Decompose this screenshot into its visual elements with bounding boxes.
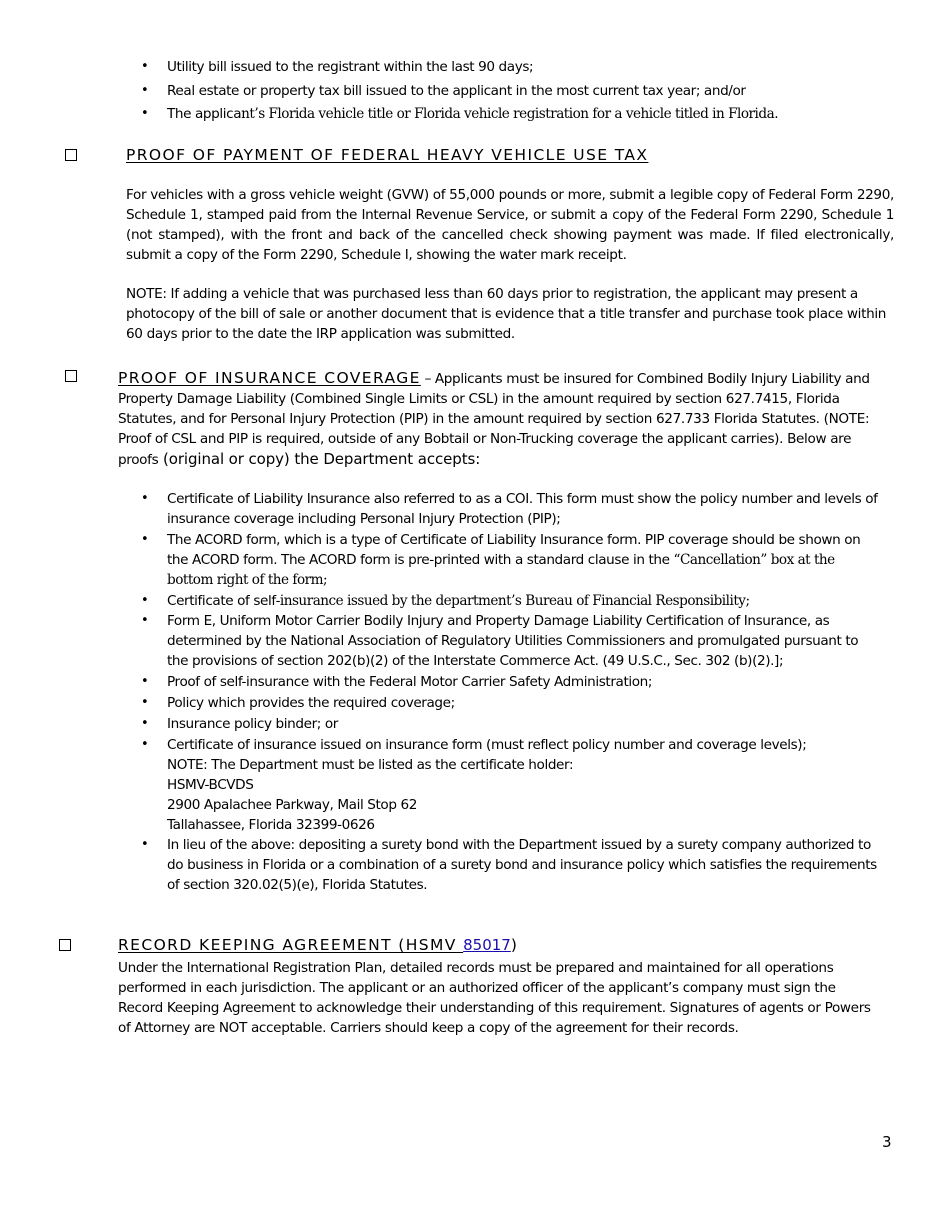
hsmv-85017-form-link[interactable]: 85017 xyxy=(463,936,511,954)
page-number: 3 xyxy=(882,1133,892,1151)
record-keeping-checkbox[interactable] xyxy=(59,939,71,951)
list-item: • Certificate of self-insurance issued by the department’s Bureau of Financial Responsibility; xyxy=(140,591,880,611)
certificate-holder-name: HSMV-BCVDS xyxy=(167,776,254,793)
record-keeping-heading: RECORD KEEPING AGREEMENT (HSMV 85017) xyxy=(118,936,517,954)
insurance-section-intro: PROOF OF INSURANCE COVERAGE – Applicants must be insured for Combined Bodily Injury Liability and Property Damage Liability (Combined Single Limits or CSL) in the amount required by section 627.7415, Florida Statutes, and for Personal Injury Protection (PIP) in the amount required by section 627.733 Florida Statutes. (NOTE: Proof of CSL and PIP is required, outside of any Bobtail or Non-Trucking coverage the applicant carries). Below are proofs (original or copy) the Department accepts: xyxy=(118,369,870,468)
list-item: • The applicant’s Florida vehicle title or Florida vehicle registration for a vehicle titled in Florida. xyxy=(140,104,910,124)
certificate-holder-street: 2900 Apalachee Parkway, Mail Stop 62 xyxy=(167,796,417,813)
list-item: • The ACORD form, which is a type of Certificate of Liability Insurance form. PIP coverage should be shown on the ACORD form. The ACORD form is pre-printed with a standard clause in the “Cancellation” box at the bottom right of the form; xyxy=(140,530,880,590)
list-item: • Real estate or property tax bill issued to the applicant in the most current tax year; and/or xyxy=(140,81,910,101)
hvut-heading: PROOF OF PAYMENT OF FEDERAL HEAVY VEHICLE USE TAX xyxy=(126,146,649,164)
record-keeping-paragraph: Under the International Registration Plan, detailed records must be prepared and maintained for all operations performed in each jurisdiction. The applicant or an authorized officer of the applicant’s company must sign the Record Keeping Agreement to acknowledge their understanding of this requirement. Signatures of agents or Powers of Attorney are NOT acceptable. Carriers should keep a copy of the agreement for their records. xyxy=(118,960,871,1036)
insurance-proof-list xyxy=(140,489,880,896)
list-item: • Proof of self-insurance with the Federal Motor Carrier Safety Administration; xyxy=(140,672,880,692)
list-item: • Utility bill issued to the registrant within the last 90 days; xyxy=(140,57,910,77)
certificate-holder-city: Tallahassee, Florida 32399-0626 xyxy=(167,816,375,833)
list-item: • In lieu of the above: depositing a surety bond with the Department issued by a surety company authorized to do business in Florida or a combination of a surety bond and insurance policy which satisfies the requirements of section 320.02(5)(e), Florida Statutes. xyxy=(140,835,880,895)
insurance-heading: PROOF OF INSURANCE COVERAGE xyxy=(118,369,421,387)
list-item: • Insurance policy binder; or xyxy=(140,714,880,734)
hvut-checkbox[interactable] xyxy=(65,149,77,161)
list-item: • Policy which provides the required coverage; xyxy=(140,693,880,713)
list-item: • Certificate of insurance issued on insurance form (must reflect policy number and coverage levels); NOTE: The Department must be listed as the certificate holder: HSMV-BCVDS 2900 Apalachee Parkway, Mail Stop 62 Tallahassee, Florida 32399-0626 xyxy=(140,735,880,835)
residency-proof-list xyxy=(140,57,910,128)
hvut-note: NOTE: If adding a vehicle that was purchased less than 60 days prior to registration, the applicant may present a photocopy of the bill of sale or another document that is evidence that a title transfer and purchase took place within 60 days prior to the date the IRP application was submitted. xyxy=(126,286,887,342)
list-item: • Certificate of Liability Insurance also referred to as a COI. This form must show the policy number and levels of insurance coverage including Personal Injury Protection (PIP); xyxy=(140,489,880,529)
hvut-paragraph: For vehicles with a gross vehicle weight (GVW) of 55,000 pounds or more, submit a legible copy of Federal Form 2290, Schedule 1, stamped paid from the Internal Revenue Service, or submit a copy of the Federal Form 2290, Schedule 1 (not stamped), with the front and back of the cancelled check showing payment was made. If filed electronically, submit a copy of the Form 2290, Schedule I, showing the water mark receipt. xyxy=(126,187,894,263)
list-item: • Form E, Uniform Motor Carrier Bodily Injury and Property Damage Liability Certification of Insurance, as determined by the National Association of Regulatory Utilities Commissioners and promulgated pursuant to the provisions of section 202(b)(2) of the Interstate Commerce Act. (49 U.S.C., Sec. 302 (b)(2).]; xyxy=(140,611,880,671)
insurance-checkbox[interactable] xyxy=(65,370,77,382)
